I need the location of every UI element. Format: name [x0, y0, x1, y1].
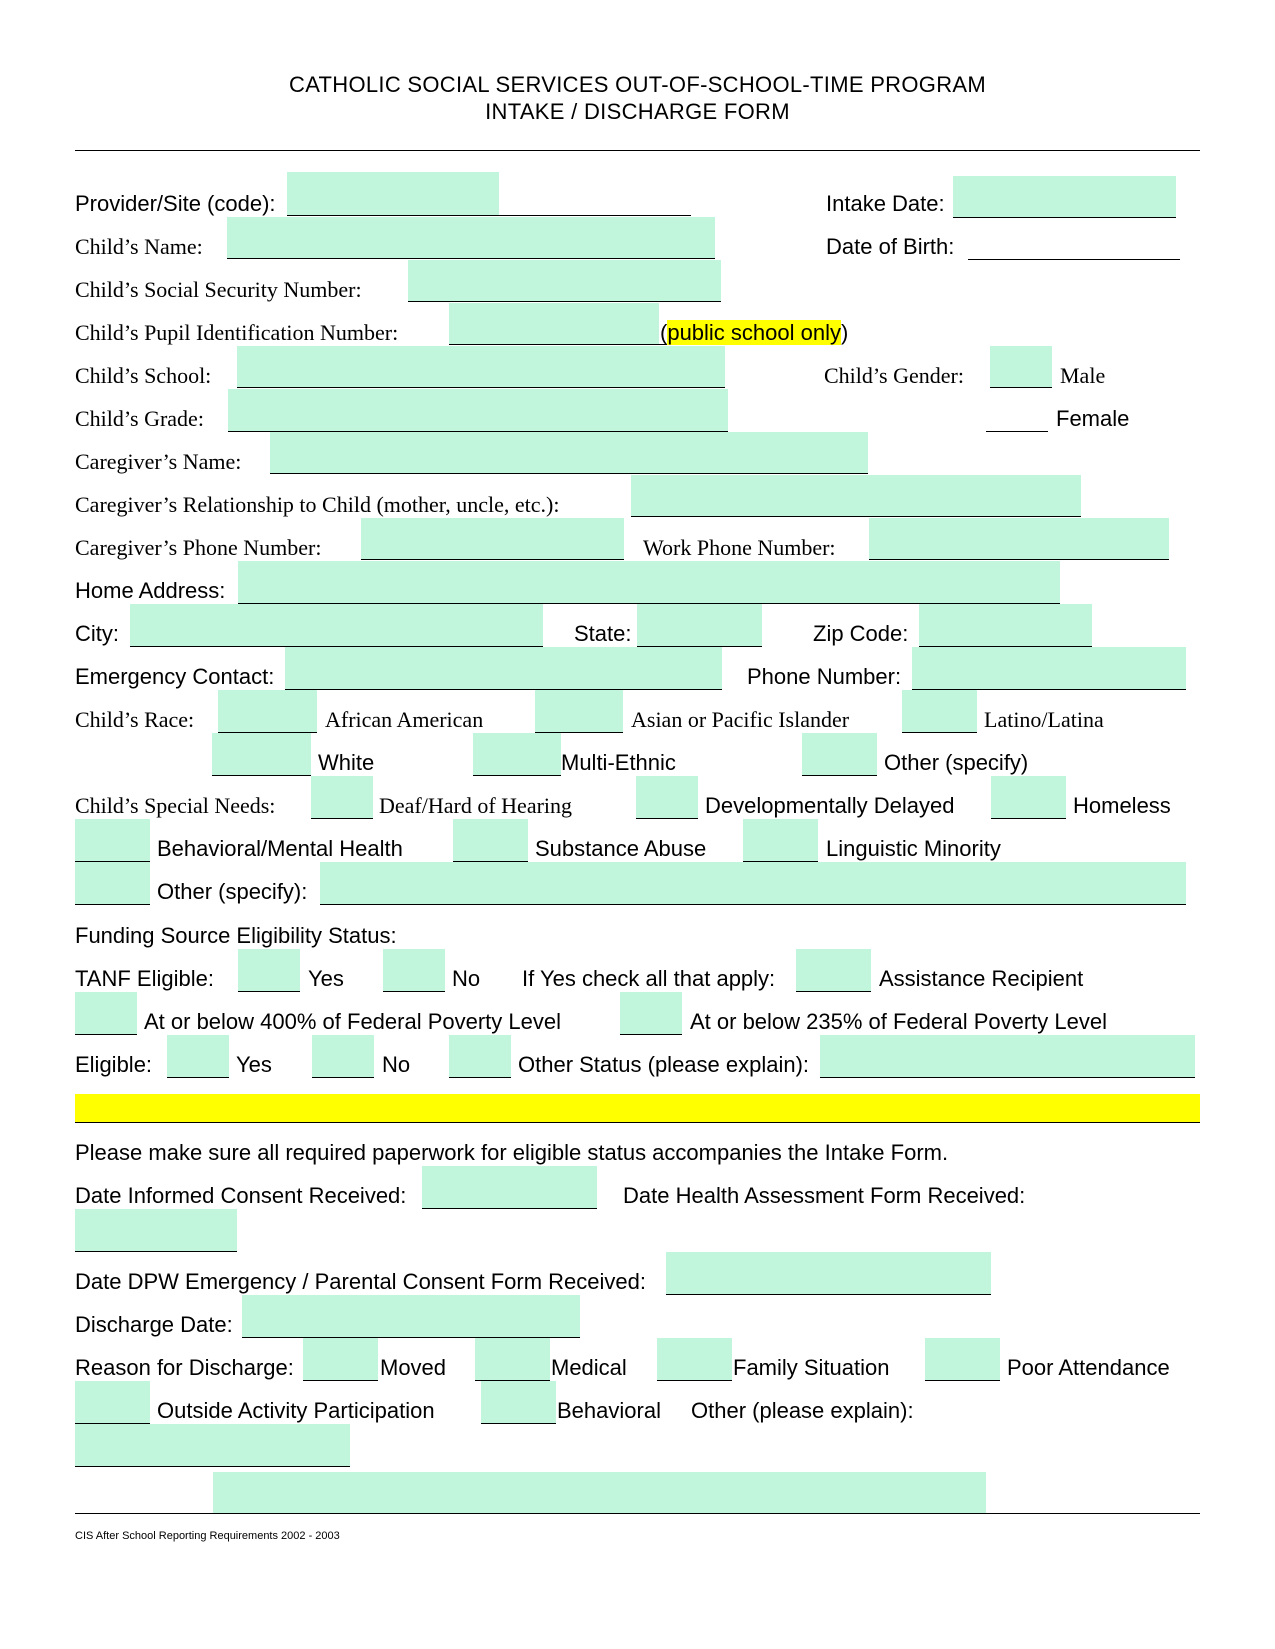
eligible-no-label: No — [382, 1052, 411, 1077]
ssn-label: Child’s Social Security Number: — [75, 277, 362, 302]
state-field[interactable] — [637, 604, 762, 647]
fpl-400-label: At or below 400% of Federal Poverty Level — [144, 1009, 562, 1034]
special-needs-linguistic-label: Linguistic Minority — [826, 836, 1001, 861]
intake-date-label: Intake Date: — [826, 191, 945, 216]
special-needs-homeless-checkbox[interactable] — [991, 776, 1066, 819]
dpw-consent-field[interactable] — [666, 1252, 991, 1295]
provider-site-field[interactable] — [287, 172, 499, 216]
pupil-id-note — [660, 320, 848, 346]
special-needs-homeless-label: Homeless — [1073, 793, 1171, 818]
other-status-checkbox[interactable] — [449, 1035, 511, 1078]
gender-female-checkbox[interactable] — [986, 400, 1048, 432]
footer-text: CIS After School Reporting Requirements 2002 - 2003 — [75, 1530, 340, 1542]
note-open-paren: ( — [660, 320, 668, 345]
race-asian-checkbox[interactable] — [535, 690, 623, 733]
consent-received-label: Date Informed Consent Received: — [75, 1183, 407, 1208]
race-other-checkbox[interactable] — [802, 733, 877, 776]
section-divider-highlight — [75, 1094, 1200, 1123]
childs-name-field[interactable] — [227, 217, 715, 259]
special-needs-other-field[interactable] — [320, 862, 1186, 905]
caregiver-name-field[interactable] — [270, 432, 868, 474]
reason-attendance-label: Poor Attendance — [1007, 1355, 1170, 1380]
discharge-date-field[interactable] — [242, 1295, 580, 1338]
race-white-checkbox[interactable] — [212, 733, 311, 776]
home-address-label: Home Address: — [75, 578, 226, 603]
reason-moved-checkbox[interactable] — [303, 1338, 378, 1381]
pupil-id-label: Child’s Pupil Identification Number: — [75, 320, 399, 345]
city-label: City: — [75, 621, 119, 646]
race-african-american-checkbox[interactable] — [218, 690, 317, 733]
reason-medical-label: Medical — [551, 1355, 627, 1380]
reason-outside-label: Outside Activity Participation — [157, 1398, 435, 1423]
work-phone-field[interactable] — [869, 518, 1169, 560]
reason-moved-label: Moved — [380, 1355, 447, 1380]
emergency-contact-field[interactable] — [285, 647, 722, 690]
paperwork-note: Please make sure all required paperwork for eligible status accompanies the Intake Form. — [75, 1140, 949, 1165]
special-needs-other-checkbox[interactable] — [75, 862, 150, 905]
health-assessment-field[interactable] — [75, 1209, 237, 1252]
work-phone-label: Work Phone Number: — [643, 535, 836, 560]
gender-male-checkbox[interactable] — [990, 346, 1052, 388]
reason-other-field-2[interactable] — [213, 1472, 986, 1514]
fpl-235-label: At or below 235% of Federal Poverty Level — [690, 1009, 1108, 1034]
reason-outside-checkbox[interactable] — [75, 1381, 150, 1424]
special-needs-substance-label: Substance Abuse — [535, 836, 707, 861]
funding-status-label: Funding Source Eligibility Status: — [75, 923, 397, 948]
zip-code-field[interactable] — [919, 604, 1092, 647]
caregiver-relationship-field[interactable] — [631, 475, 1081, 517]
public-school-only-highlight: public school only — [667, 320, 841, 345]
special-needs-label: Child’s Special Needs: — [75, 793, 276, 818]
date-of-birth-label: Date of Birth: — [826, 234, 955, 259]
if-yes-label: If Yes check all that apply: — [522, 966, 776, 991]
race-asian-label: Asian or Pacific Islander — [631, 707, 850, 732]
childs-grade-field[interactable] — [228, 389, 728, 432]
tanf-no-checkbox[interactable] — [383, 949, 445, 992]
special-needs-deaf-checkbox[interactable] — [311, 776, 373, 819]
tanf-yes-label: Yes — [308, 966, 344, 991]
reason-attendance-checkbox[interactable] — [925, 1338, 1000, 1381]
fpl-400-checkbox[interactable] — [75, 992, 137, 1035]
race-label: Child’s Race: — [75, 707, 195, 732]
tanf-yes-checkbox[interactable] — [238, 949, 300, 992]
childs-name-label: Child’s Name: — [75, 234, 203, 259]
gender-label: Child’s Gender: — [824, 363, 964, 388]
pupil-id-field[interactable] — [449, 303, 659, 345]
race-white-label: White — [318, 750, 375, 775]
special-needs-developmental-checkbox[interactable] — [636, 776, 698, 819]
other-status-label: Other Status (please explain): — [518, 1052, 810, 1077]
city-field[interactable] — [130, 604, 543, 647]
eligible-yes-label: Yes — [236, 1052, 272, 1077]
childs-school-label: Child’s School: — [75, 363, 212, 388]
race-multi-ethnic-checkbox[interactable] — [473, 733, 561, 776]
tanf-no-label: No — [452, 966, 481, 991]
reason-behavioral-label: Behavioral — [557, 1398, 661, 1423]
race-latino-label: Latino/Latina — [984, 707, 1104, 732]
reason-family-checkbox[interactable] — [657, 1338, 732, 1381]
header-divider — [75, 150, 1200, 151]
caregiver-name-label: Caregiver’s Name: — [75, 449, 242, 474]
note-close-paren: ) — [841, 320, 849, 345]
emergency-contact-label: Emergency Contact: — [75, 664, 275, 689]
provider-site-underline — [499, 172, 691, 216]
assistance-recipient-label: Assistance Recipient — [879, 966, 1084, 991]
assistance-recipient-checkbox[interactable] — [796, 949, 871, 992]
special-needs-other-label: Other (specify): — [157, 879, 308, 904]
race-african-american-label: African American — [325, 707, 484, 732]
form-title-line1: CATHOLIC SOCIAL SERVICES OUT-OF-SCHOOL-TIME PROGRAM — [289, 72, 986, 97]
provider-site-label: Provider/Site (code): — [75, 191, 276, 216]
consent-received-field[interactable] — [422, 1166, 597, 1209]
health-assessment-label: Date Health Assessment Form Received: — [623, 1183, 1026, 1208]
fpl-235-checkbox[interactable] — [620, 992, 682, 1035]
phone-number-label: Phone Number: — [747, 664, 902, 689]
caregiver-phone-label: Caregiver’s Phone Number: — [75, 535, 322, 560]
special-needs-linguistic-checkbox[interactable] — [743, 819, 818, 862]
gender-male-label: Male — [1060, 363, 1106, 388]
childs-grade-label: Child’s Grade: — [75, 406, 204, 431]
ssn-field[interactable] — [408, 260, 721, 302]
caregiver-phone-field[interactable] — [361, 518, 624, 560]
eligible-label: Eligible: — [75, 1052, 153, 1077]
childs-school-field[interactable] — [237, 346, 725, 388]
date-of-birth-field[interactable] — [968, 220, 1180, 260]
discharge-reason-label: Reason for Discharge: — [75, 1355, 294, 1380]
reason-family-label: Family Situation — [733, 1355, 890, 1380]
special-needs-developmental-label: Developmentally Delayed — [705, 793, 955, 818]
reason-other-field[interactable] — [75, 1424, 350, 1467]
race-other-label: Other (specify) — [884, 750, 1029, 775]
home-address-field[interactable] — [238, 561, 1060, 604]
race-latino-checkbox[interactable] — [902, 690, 977, 733]
zip-code-label: Zip Code: — [813, 621, 909, 646]
other-status-field[interactable] — [820, 1035, 1195, 1078]
special-needs-deaf-label: Deaf/Hard of Hearing — [379, 793, 573, 818]
eligible-yes-checkbox[interactable] — [167, 1035, 229, 1078]
dpw-consent-label: Date DPW Emergency / Parental Consent Form Received: — [75, 1269, 647, 1294]
special-needs-behavioral-label: Behavioral/Mental Health — [157, 836, 403, 861]
special-needs-behavioral-checkbox[interactable] — [75, 819, 150, 862]
tanf-eligible-label: TANF Eligible: — [75, 966, 214, 991]
special-needs-substance-checkbox[interactable] — [453, 819, 528, 862]
state-label: State: — [574, 621, 632, 646]
form-title-line2: INTAKE / DISCHARGE FORM — [485, 99, 790, 124]
discharge-date-label: Discharge Date: — [75, 1312, 233, 1337]
emergency-phone-field[interactable] — [912, 647, 1186, 690]
race-multi-ethnic-label: Multi-Ethnic — [561, 750, 676, 775]
reason-behavioral-checkbox[interactable] — [481, 1381, 556, 1424]
intake-date-field[interactable] — [953, 176, 1176, 218]
eligible-no-checkbox[interactable] — [312, 1035, 374, 1078]
caregiver-relationship-label: Caregiver’s Relationship to Child (mother, uncle, etc.): — [75, 492, 560, 517]
reason-medical-checkbox[interactable] — [475, 1338, 550, 1381]
reason-other-label: Other (please explain): — [691, 1398, 914, 1423]
gender-female-label: Female — [1056, 406, 1130, 431]
